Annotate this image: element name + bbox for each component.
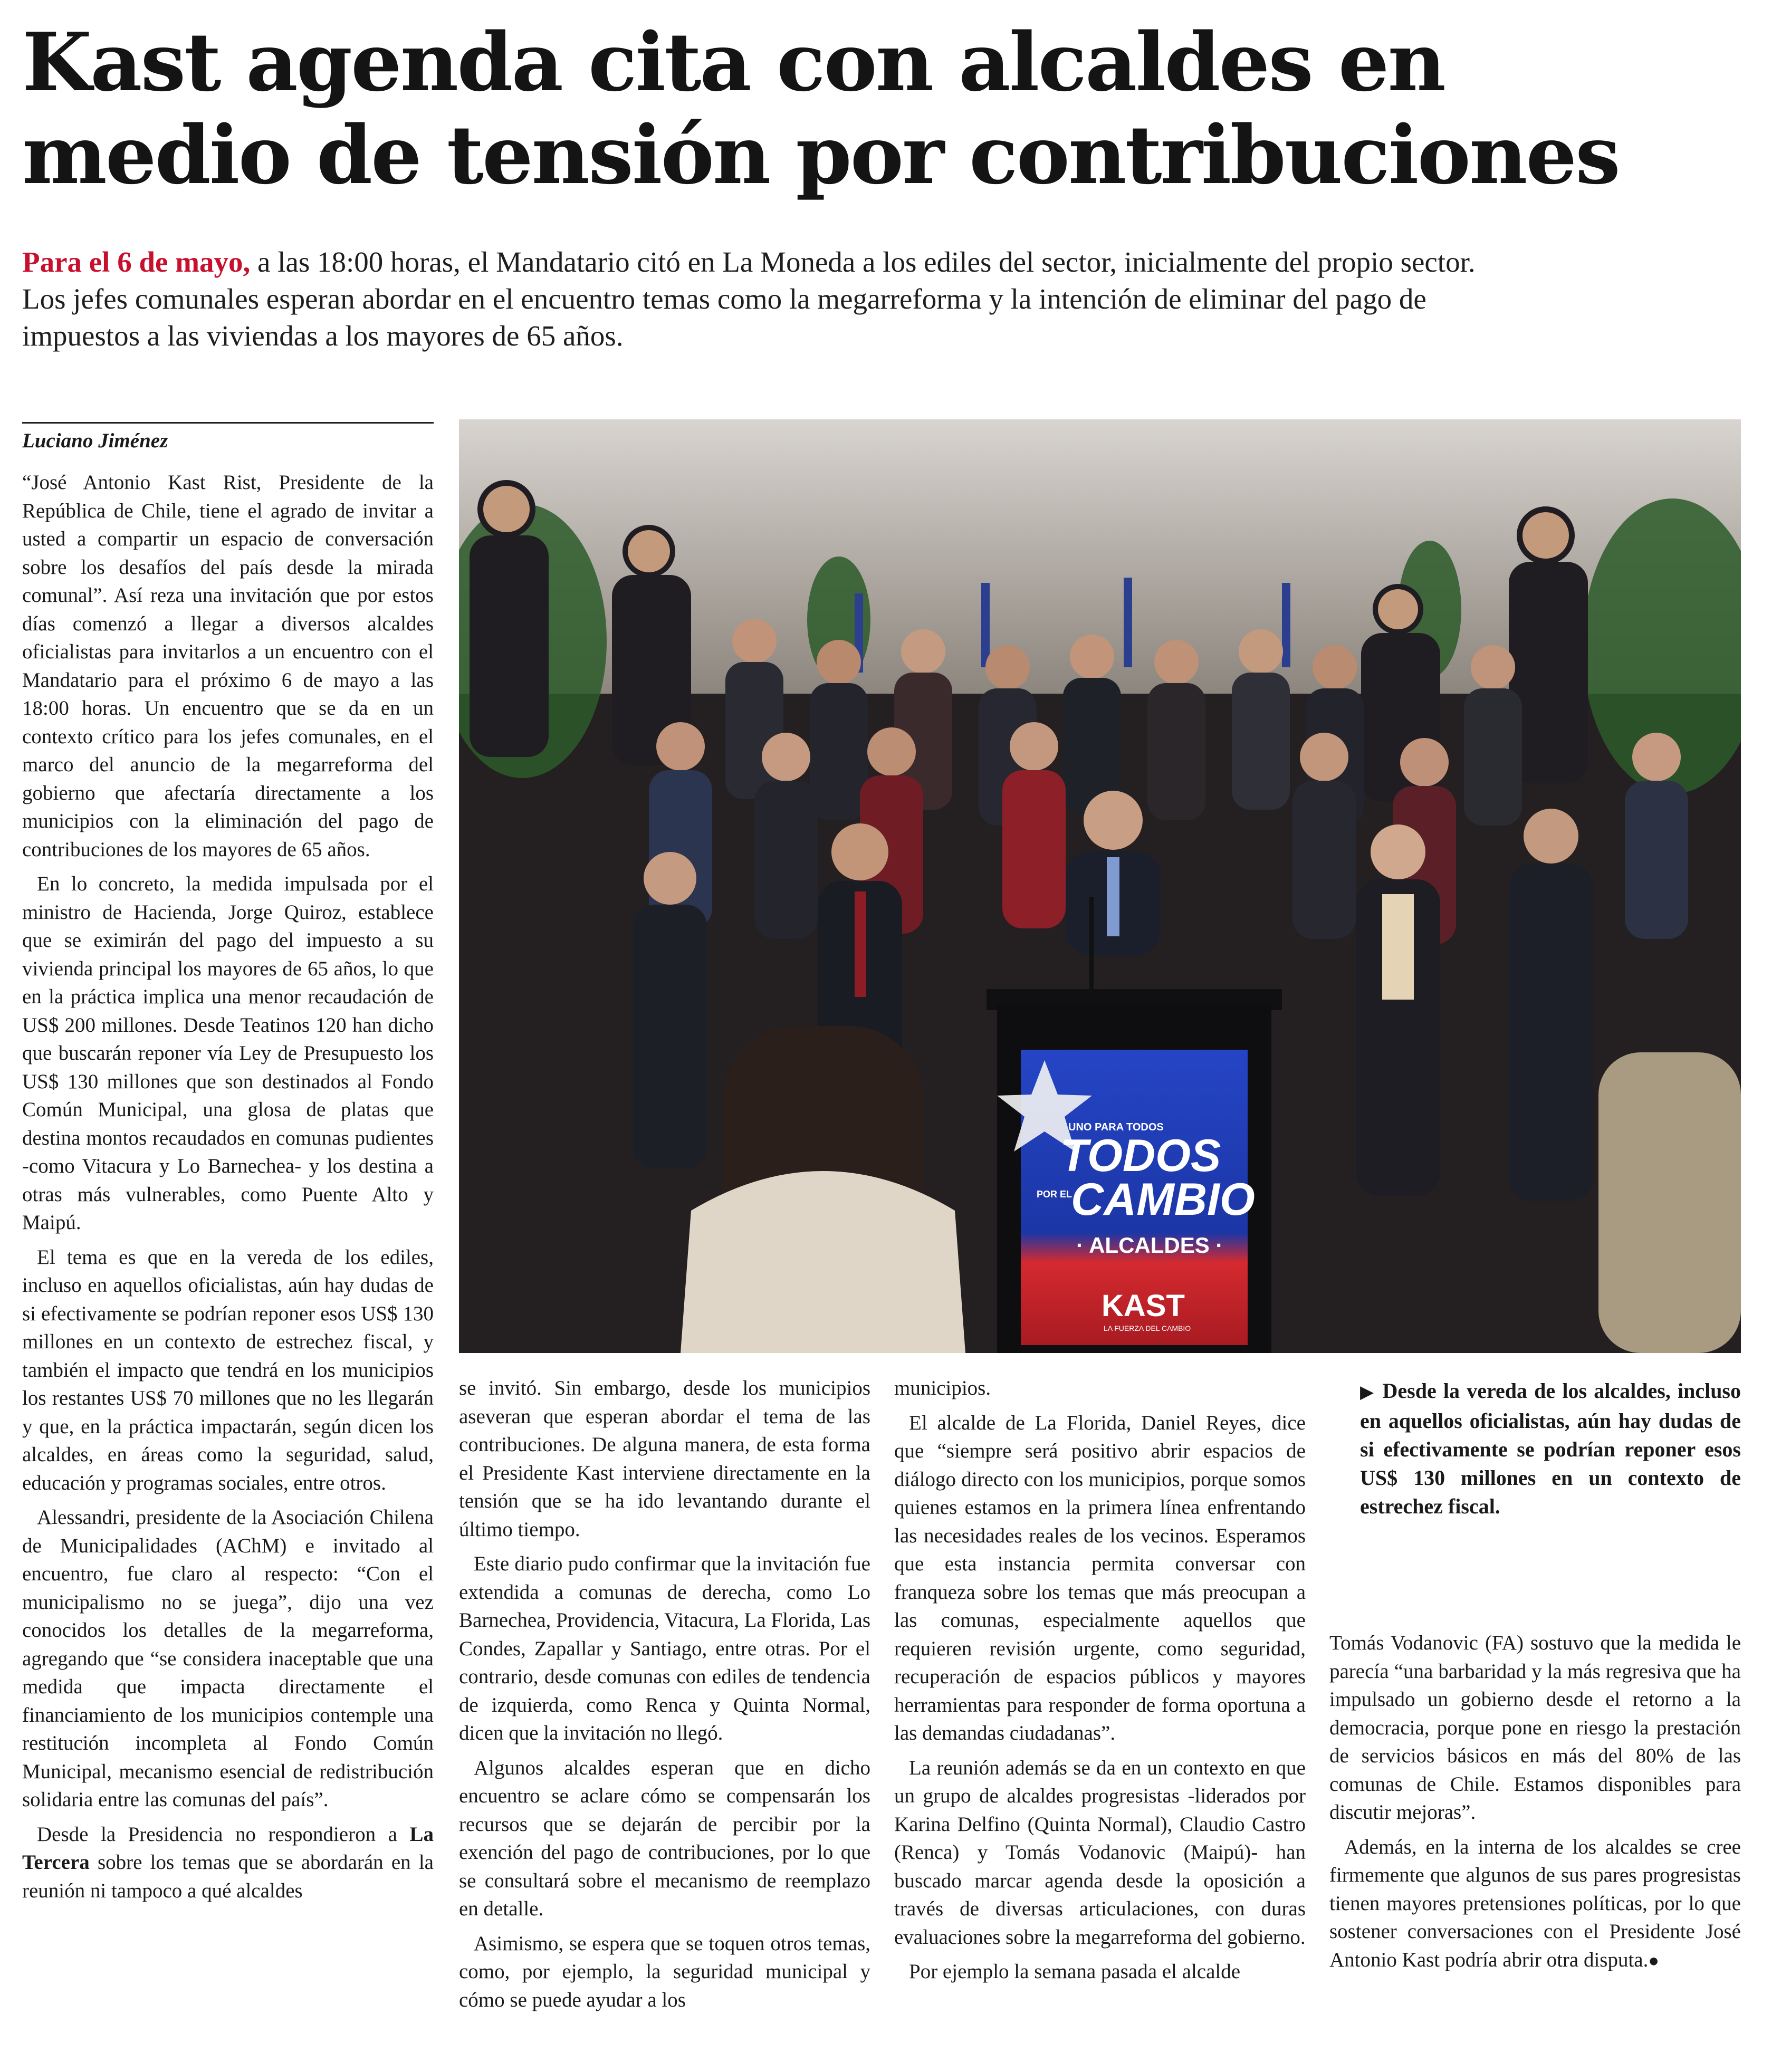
newspaper-name: La Tercera xyxy=(22,1822,434,1874)
paragraph: Este diario pudo confirmar que la invitación fue extendida a comunas de derecha, como Lo Barnechea, Providencia, Vitacura, La Florida, Las Condes, Zapallar y Santiago, entre otras. Por el contrario, desde comunas con ediles de tendencia de izquierda, como Renca y Quinta Normal, dicen que la invitación no llegó. xyxy=(459,1552,870,1744)
paragraph: Tomás Vodanovic (FA) sostuvo que la medida le parecía “una barbaridad y la más regresiva que ha impulsado un gobierno desde el retorno a la democracia, porque pone en riesgo la prestación de servicios básicos en más del 80% de las comunas de Chile. Estamos disponibles para discutir mejoras”. xyxy=(1329,1632,1741,1824)
paragraph: municipios. xyxy=(894,1377,991,1399)
podium-por-el: POR EL xyxy=(1037,1189,1073,1200)
podium-brand: KAST xyxy=(1102,1289,1185,1323)
event-photo xyxy=(459,419,1741,1353)
deck-lead: Para el 6 de mayo, xyxy=(22,246,251,278)
article-column-1 xyxy=(22,468,434,1911)
byline: Luciano Jiménez xyxy=(22,422,434,453)
paragraph: El tema es que en la vereda de los ediles, incluso en aquellos oficialistas, aún hay dudas de si efectivamente se podrían reponer esos US$ 130 millones en un contexto de estrechez fiscal, y también el impacto que tendrá en los municipios los restantes US$ 70 millones que no les llegarán y que, en la práctica impactarán, según dicen los alcaldes, en áreas como la seguridad, salud, educación y programas sociales, entre otros. xyxy=(22,1245,434,1494)
article-column-3 xyxy=(894,1374,1306,1992)
article-column-2 xyxy=(459,1374,870,2020)
pull-quote xyxy=(1360,1377,1741,1521)
text-run: sobre los temas que se abordarán en la reunión ni tampoco a qué alcaldes xyxy=(22,1851,434,1902)
paragraph: se invitó. Sin embargo, desde los municipios aseveran que esperan abordar el tema de las contribuciones. De alguna manera, de esta forma el Presidente Kast interviene directamente en la tensión que se ha ido levantando durante el último tiempo. xyxy=(459,1377,870,1541)
text-run: Desde la Presidencia no respondieron a xyxy=(37,1822,410,1846)
paragraph: La reunión además se da en un contexto en que un grupo de alcaldes progresistas -liderados por Karina Delfino (Quinta Normal), Claudio Castro (Renca) y Tomás Vodanovic (Maipú)- han buscado marcar agenda desde la oposición a través de diversas articulaciones, con duras evaluaciones sobre la megarreforma del gobierno. xyxy=(894,1756,1306,1949)
podium xyxy=(987,989,1282,1353)
podium-todos: TODOS xyxy=(1060,1130,1221,1181)
headline-line-1: Kast agenda cita con alcaldes en xyxy=(22,15,1444,109)
deck xyxy=(22,244,1478,354)
paragraph: En lo concreto, la medida impulsada por el ministro de Hacienda, Jorge Quiroz, establece que se eximirán del pago del impuesto a su vivienda principal los mayores de 65 años, lo que en la práctica implica una menor recaudación de US$ 200 millones. Desde Teatinos 120 han dicho que buscarán reponer vía Ley de Presupuesto los US$ 130 millones que son destinados al Fondo Común Municipal, una glosa de platas que destina montos recaudados en comunas pudientes -como Vitacura y Lo Barnechea- y los destina a otras más vulnerables, como Puente Alto y Maipú. xyxy=(22,872,434,1234)
podium-alcaldes: · ALCALDES · xyxy=(1076,1233,1223,1258)
podium-small-text: UNO PARA TODOS xyxy=(1068,1121,1164,1133)
photo-illustration xyxy=(459,419,1741,1353)
pull-quote-text: Desde la vereda de los alcaldes, incluso en aquellos oficialistas, aún hay dudas de si efectivamente se podrían reponer esos US$ 130 millones en un contexto de estrechez fiscal. xyxy=(1360,1379,1741,1518)
paragraph: El alcalde de La Florida, Daniel Reyes, dice que “siempre será positivo abrir espacios de diálogo directo con los municipios, porque somos quienes estamos en la primera línea enfrentando las necesidades reales de los vecinos. Esperamos que esta instancia permita conversar con franqueza sobre los temas que más preocupan a las comunas, especialmente aquellos que requieren revisión urgente, como seguridad, recuperación de espacios públicos y mayores herramientas para responder de forma oportuna a las demandas ciudadanas”. xyxy=(894,1411,1306,1744)
triangle-icon: ▶ xyxy=(1360,1383,1376,1402)
podium-tagline: LA FUERZA DEL CAMBIO xyxy=(1104,1324,1191,1332)
paragraph: Asimismo, se espera que se toquen otros temas, como, por ejemplo, la seguridad municipal y cómo se puede ayudar a los xyxy=(459,1932,870,2011)
end-mark-icon: ● xyxy=(1648,1951,1659,1971)
paragraph: Por ejemplo la semana pasada el alcalde xyxy=(909,1960,1241,1983)
paragraph: Algunos alcaldes esperan que en dicho encuentro se aclare cómo se compensarán los recursos que se dejarán de percibir por la exención del pago de contribuciones, por lo que se consultará sobre el mecanismo de reemplazo en detalle. xyxy=(459,1756,870,1920)
paragraph: “José Antonio Kast Rist, Presidente de la República de Chile, tiene el agrado de invitar a usted a compartir un espacio de conversación sobre los desafíos del país desde la mirada comunal”. Así reza una invitación que por estos días comenzó a llegar a diversos alcaldes oficialistas para invitarlos a un encuentro con el Mandatario para el próximo 6 de mayo a las 18:00 horas. Un encuentro que se da en un contexto crítico para los jefes comunales, en el marco del anuncio de la megarreforma del gobierno que afectaría directamente a los municipios con la eliminación del pago de contribuciones de los mayores de 65 años. xyxy=(22,471,434,861)
text-run: Además, en la interna de los alcaldes se cree firmemente que algunos de sus pares progresistas tienen mayores pretensiones políticas, por lo que sostener conversaciones con el Presidente José Antonio Kast podría abrir otra disputa. xyxy=(1329,1835,1741,1971)
article-column-4 xyxy=(1329,1629,1741,1981)
headline xyxy=(22,16,1763,202)
paragraph: Alessandri, presidente de la Asociación Chilena de Municipalidades (AChM) e invitado al encuentro, fue claro al respecto: “Con el municipalismo no se juega”, dijo una vez conocidos los detalles de la megarreforma, agregando que “se considera inaceptable que una medida que impacta directamente el financiamiento de los municipios contemple una restitución incompleta al Fondo Común Municipal, mecanismo esencial de redistribución solidaria entre las comunas del país”. xyxy=(22,1506,434,1811)
podium-cambio: CAMBIO xyxy=(1071,1174,1255,1225)
headline-line-2: medio de tensión por contribuciones xyxy=(22,108,1619,202)
deck-text: a las 18:00 horas, el Mandatario citó en La Moneda a los ediles del sector, inicialmente del propio sector. Los jefes comunales esperan abordar en el encuentro temas como la megarreforma y la intención de eliminar del pago de impuestos a las viviendas a los mayores de 65 años. xyxy=(22,246,1476,352)
paragraph xyxy=(1329,1833,1741,1975)
paragraph xyxy=(22,1820,434,1905)
